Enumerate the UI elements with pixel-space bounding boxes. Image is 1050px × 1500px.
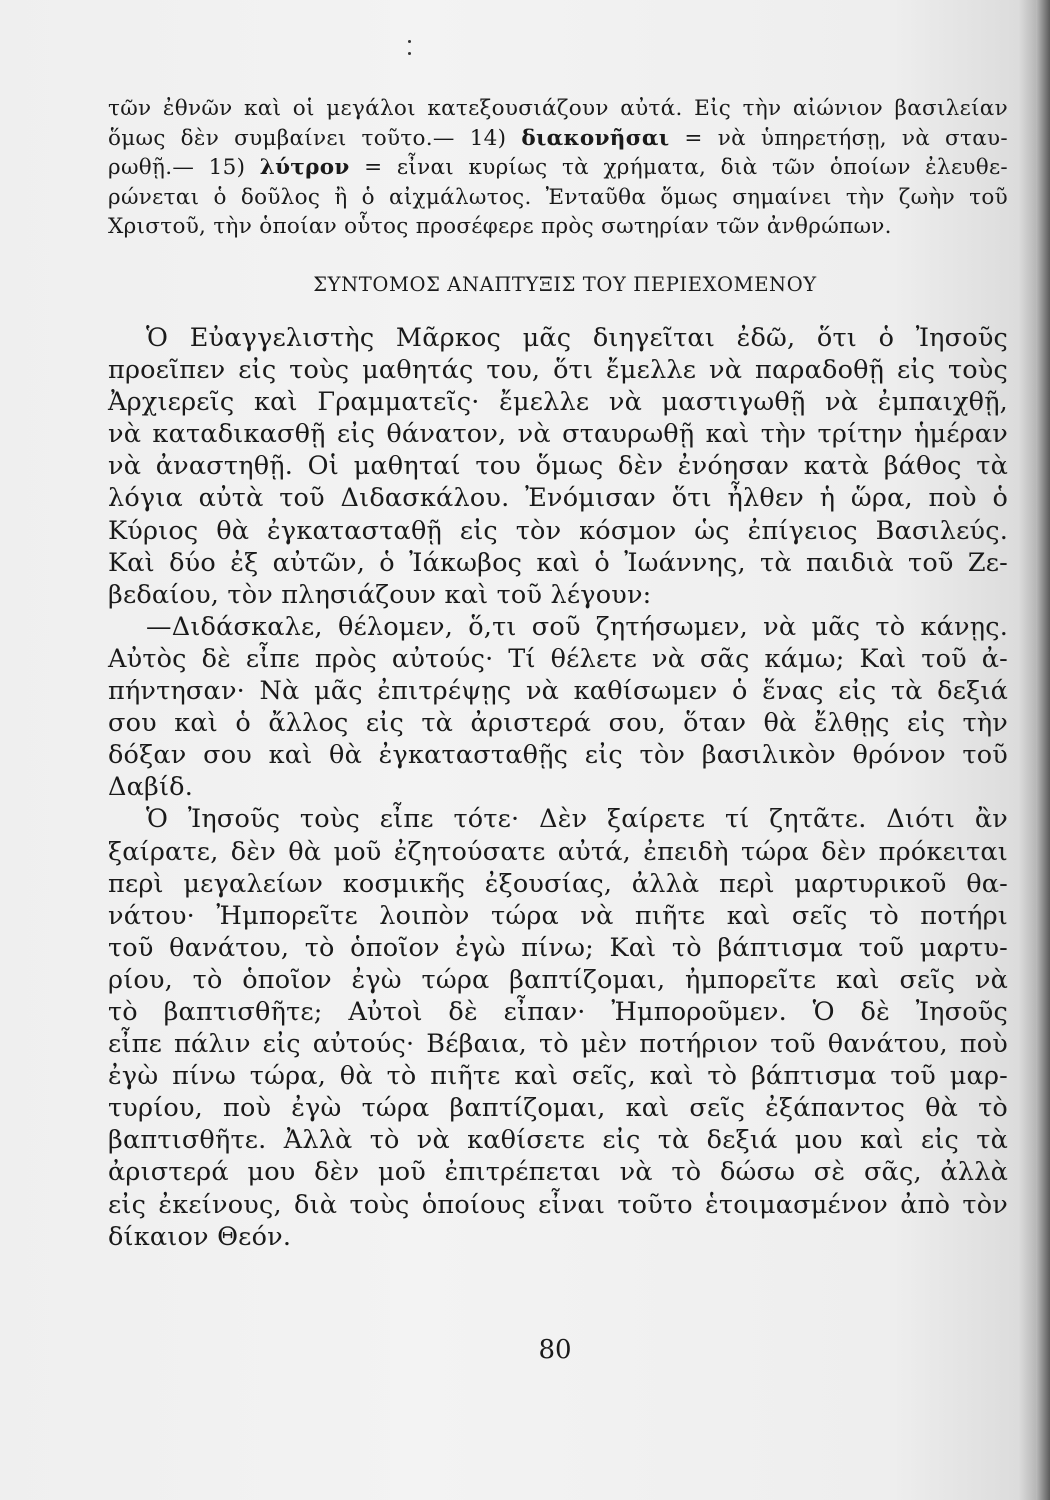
paragraph-line: Ἀρχιερεῖς καὶ Γραμματεῖς· ἔμελλε νὰ μαστιγωθῇ νὰ ἐμπαιχθῇ, <box>108 387 1008 418</box>
footnote-text: = εἶναι κυρίως τὰ χρήματα, διὰ τῶν ὁποίων ἐλευθε- <box>349 155 1009 180</box>
paragraph-line: βαπτισθῆτε. Ἀλλὰ τὸ νὰ καθίσετε εἰς τὰ δεξιά μου καὶ εἰς τὰ <box>108 1125 1008 1156</box>
paragraph-line: λόγια αὐτὰ τοῦ Διδασκάλου. Ἐνόμισαν ὅτι ἦλθεν ἡ ὥρα, ποὺ ὁ <box>108 483 1008 514</box>
paragraph-line: περὶ μεγαλείων κοσμικῆς ἐξουσίας, ἀλλὰ περὶ μαρτυρικοῦ θα- <box>108 868 1008 899</box>
ink-speck <box>408 40 411 43</box>
paragraph-line: Ὁ Εὐαγγελιστὴς Μᾶρκος μᾶς διηγεῖται ἐδῶ, ὅτι ὁ Ἰησοῦς <box>146 323 1008 353</box>
glossary-term: λύτρον <box>259 155 350 180</box>
footnote-line <box>108 183 1008 213</box>
paragraph-line: προεῖπεν εἰς τοὺς μαθητάς του, ὅτι ἔμελλε νὰ παραδοθῇ εἰς τοὺς <box>108 355 1008 386</box>
footnote-text: ρωθῇ.— 15) <box>108 155 260 180</box>
footnote-line <box>108 94 1008 124</box>
paragraph-line: ἀριστερά μου δὲν μοῦ ἐπιτρέπεται νὰ τὸ δώσω σὲ σᾶς, ἀλλὰ <box>108 1157 1008 1188</box>
footnotes-block <box>108 94 1008 242</box>
body-text <box>108 322 1008 1253</box>
paragraph-line: βεδαίου, τὸν πλησιάζουν καὶ τοῦ λέγουν: <box>108 579 652 610</box>
paragraph-line: ρίου, τὸ ὁποῖον ἐγὼ τώρα βαπτίζομαι, ἠμπορεῖτε καὶ σεῖς νὰ <box>108 964 1008 995</box>
section-heading: ΣΥΝΤΟΜΟΣ ΑΝΑΠΤΥΞΙΣ ΤΟΥ ΠΕΡΙΕΧΟΜΕΝΟΥ <box>313 273 817 296</box>
paragraph-line: —Διδάσκαλε, θέλομεν, ὅ,τι σοῦ ζητήσωμεν, νὰ μᾶς τὸ κάνῃς. <box>146 611 1008 642</box>
paragraph-line: τοῦ θανάτου, τὸ ὁποῖον ἐγὼ πίνω; Καὶ τὸ βάπτισμα τοῦ μαρτυ- <box>108 932 1008 963</box>
paragraph-line: τὸ βαπτισθῆτε; Αὐτοὶ δὲ εἶπαν· Ἠμποροῦμεν. Ὁ δὲ Ἰησοῦς <box>108 996 1008 1027</box>
footnote-text: ρώνεται ὁ δοῦλος ἢ ὁ αἰχμάλωτος. Ἐνταῦθα ὅμως σημαίνει τὴν ζωὴν τοῦ <box>108 184 1008 210</box>
footnote-text: Χριστοῦ, τὴν ὁποίαν οὗτος προσέφερε πρὸς σωτηρίαν τῶν ἀνθρώπων. <box>108 214 892 239</box>
ink-speck <box>408 52 411 55</box>
paragraph-line: εἰς ἐκείνους, διὰ τοὺς ὁποίους εἶναι τοῦτο ἑτοιμασμένον ἀπὸ τὸν <box>108 1189 1008 1220</box>
footnote-text: τῶν ἐθνῶν καὶ οἱ μεγάλοι κατεξουσιάζουν αὐτά. Εἰς τὴν αἰώνιον βασιλείαν <box>108 96 1008 121</box>
paragraph-line: Αὐτὸς δὲ εἶπε πρὸς αὐτούς· Τί θέλετε νὰ σᾶς κάμω; Καὶ τοῦ ἀ- <box>108 643 1008 674</box>
paragraph-line: εἶπε πάλιν εἰς αὐτούς· Βέβαια, τὸ μὲν ποτήριον τοῦ θανάτου, ποὺ <box>108 1029 1008 1060</box>
paragraph-line: τυρίου, ποὺ ἐγὼ τώρα βαπτίζομαι, καὶ σεῖς ἐξάπαντος θὰ τὸ <box>108 1093 1008 1124</box>
paragraph-line: νὰ καταδικασθῇ εἰς θάνατον, νὰ σταυρωθῇ καὶ τὴν τρίτην ἡμέραν <box>108 419 1008 450</box>
paragraph-line: ξαίρατε, δὲν θὰ μοῦ ἐζητούσατε αὐτά, ἐπειδὴ τώρα δὲν πρόκειται <box>108 836 1008 867</box>
paragraph-line: δόξαν σου καὶ θὰ ἐγκατασταθῇς εἰς τὸν βασιλικὸν θρόνον τοῦ <box>108 740 1008 771</box>
footnote-text: ὅμως δὲν συμβαίνει τοῦτο.— 14) <box>108 125 522 151</box>
paragraph-line: πήντησαν· Νὰ μᾶς ἐπιτρέψῃς νὰ καθίσωμεν ὁ ἕνας εἰς τὰ δεξιά <box>108 676 1008 707</box>
paragraph-line: νάτου· Ἠμπορεῖτε λοιπὸν τώρα νὰ πιῆτε καὶ σεῖς τὸ ποτήρι <box>108 900 1008 931</box>
book-spine-shadow <box>1036 0 1050 1500</box>
footnote-text: = νὰ ὑπηρετήσῃ, νὰ σταυ- <box>669 125 1008 151</box>
footnote-line <box>108 153 1008 183</box>
footnote-line <box>108 124 1008 154</box>
footnote-line <box>108 212 1008 242</box>
paragraph-line: ἐγὼ πίνω τώρα, θὰ τὸ πιῆτε καὶ σεῖς, καὶ τὸ βάπτισμα τοῦ μαρ- <box>108 1061 1008 1092</box>
paragraph-line: Καὶ δύο ἐξ αὐτῶν, ὁ Ἰάκωβος καὶ ὁ Ἰωάννης, τὰ παιδιὰ τοῦ Ζε- <box>108 547 1008 578</box>
glossary-term: διακονῆσαι <box>521 125 670 151</box>
paragraph-line: Κύριος θὰ ἐγκατασταθῇ εἰς τὸν κόσμον ὡς ἐπίγειος Βασιλεύς. <box>108 515 1008 546</box>
paragraph-line: Ὁ Ἰησοῦς τοὺς εἶπε τότε· Δὲν ξαίρετε τί ζητᾶτε. Διότι ἂν <box>146 804 1008 835</box>
page-number: 80 <box>538 1335 572 1365</box>
paragraph-line: δίκαιον Θεόν. <box>108 1221 292 1252</box>
paragraph-line: Δαβίδ. <box>108 772 194 803</box>
paragraph-line: σου καὶ ὁ ἄλλος εἰς τὰ ἀριστερά σου, ὅταν θὰ ἔλθῃς εἰς τὴν <box>108 708 1008 739</box>
paragraph-line: νὰ ἀναστηθῇ. Οἱ μαθηταί του ὅμως δὲν ἐνόησαν κατὰ βάθος τὰ <box>108 451 1008 482</box>
